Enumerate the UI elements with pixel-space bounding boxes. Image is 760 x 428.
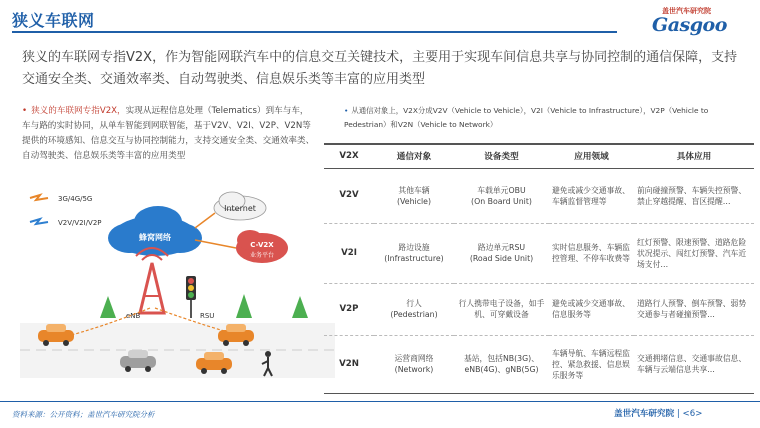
- field-cell: 实时信息服务、车辆监控管理、不停车收费等: [549, 223, 634, 283]
- object-en-text: (Network): [394, 365, 434, 374]
- rsu-traffic-light-icon: [186, 276, 196, 318]
- table-header-cell: 通信对象: [374, 144, 454, 168]
- left-bullet-paragraph: [22, 104, 317, 164]
- bullet-icon: •: [344, 106, 349, 115]
- legend-direct-icon: [30, 219, 48, 224]
- object-cell: [374, 223, 454, 283]
- enb-label: eNB: [126, 312, 141, 320]
- device-en-text: (On Board Unit): [471, 196, 532, 206]
- gasgoo-logo: [640, 6, 750, 38]
- title-underline: [12, 31, 617, 33]
- cv2x-sub-label: 业务平台: [249, 252, 275, 259]
- v2x-table: [324, 143, 754, 394]
- field-cell: 避免或减少交通事故、信息服务等: [549, 283, 634, 335]
- page-title: 狭义车联网: [12, 11, 95, 30]
- table-header-cell: 设备类型: [454, 144, 549, 168]
- device-text: 路边单元RSU: [477, 243, 526, 252]
- object-en-text: (Pedestrian): [390, 310, 438, 319]
- left-highlight-text: 狭义的车联网专指V2X，: [31, 106, 126, 116]
- bullet-icon: •: [22, 106, 28, 116]
- row-label: V2V: [324, 168, 374, 223]
- device-cell: 基站，包括NB(3G)、eNB(4G)、gNB(5G): [454, 335, 549, 393]
- footer-separator: |: [676, 409, 683, 419]
- table-row: [324, 283, 754, 335]
- device-cell: [454, 168, 549, 223]
- logo-en-text: Gasgoo: [652, 14, 727, 36]
- cellular-network-label: 蜂窝网络: [139, 233, 171, 242]
- source-note: 资料来源：公开资料；盖世汽车研究院分析: [12, 410, 155, 419]
- table-header-cell: 应用领域: [549, 144, 634, 168]
- device-cell: [454, 223, 549, 283]
- footer-org: 盖世汽车研究院: [614, 409, 675, 419]
- device-en-text: (Road Side Unit): [469, 254, 534, 263]
- table-header-cell: V2X: [324, 144, 374, 168]
- table-row: [324, 168, 754, 223]
- object-cell: [374, 335, 454, 393]
- v2x-illustration: [0, 178, 335, 398]
- cv2x-label: C-V2X: [250, 241, 274, 249]
- object-text: 运营商网络: [394, 354, 434, 363]
- v2x-classification-note: [344, 104, 744, 132]
- device-cell: 行人携带电子设备，如手机、可穿戴设备: [454, 283, 549, 335]
- left-body-text: 实现从远程信息处理（Telematics）到车与车，车与路的实时协同，从单车智能到网联智能，基于V2V、V2I、V2P、V2N等提供的环境感知、信息交互与协同控制能力，支持交通安全类、交通效率类、自动驾驶类、信息娱乐类等丰富的应用类型: [22, 106, 315, 161]
- device-text: 车载单元OBU: [477, 185, 526, 195]
- object-text: 其他车辆: [398, 185, 430, 195]
- apps-cell: 红灯预警、限速预警、道路危险状况提示、闯红灯预警、汽车近场支付…: [634, 223, 754, 283]
- table-header-row: [324, 144, 754, 168]
- object-en-text: (Vehicle): [397, 196, 431, 206]
- object-text: 行人: [406, 299, 422, 308]
- legend-cellular-icon: [30, 195, 48, 200]
- table-header-cell: 具体应用: [634, 144, 754, 168]
- footer-brand: [614, 407, 702, 419]
- apps-cell: 道路行人预警、倒车预警、弱势交通参与者碰撞预警…: [634, 283, 754, 335]
- row-label: V2P: [324, 283, 374, 335]
- logo-cn-text: 盖世汽车研究院: [662, 7, 711, 15]
- legend-direct-label: V2V/V2I/V2P: [58, 219, 102, 227]
- object-en-text: (Infrastructure): [384, 254, 444, 263]
- field-cell: 车辆导航、车辆远程监控、紧急救援、信息娱乐服务等: [549, 335, 634, 393]
- apps-cell: 交通拥堵信息、交通事故信息、车辆与云端信息共享…: [634, 335, 754, 393]
- field-cell: 避免或减少交通事故、车辆监督管理等: [549, 168, 634, 223]
- rsu-label: RSU: [200, 312, 215, 320]
- legend-cellular-label: 3G/4G/5G: [58, 195, 93, 203]
- footer-divider: [0, 401, 760, 402]
- row-label: V2N: [324, 335, 374, 393]
- table-row: [324, 335, 754, 393]
- object-cell: [374, 283, 454, 335]
- object-text: 路边设施: [398, 243, 430, 252]
- internet-label: Internet: [224, 204, 256, 213]
- enb-tower-icon: [136, 248, 168, 313]
- object-cell: [374, 168, 454, 223]
- intro-paragraph: 狭义的车联网专指V2X，作为智能网联汽车中的信息交互关键技术，主要用于实现车间信息共享与协同控制的通信保障，支持交通安全类、交通效率类、自动驾驶类、信息娱乐类等丰富的应用类型: [22, 50, 738, 87]
- apps-cell: 前向碰撞预警、车辆失控预警、禁止穿越提醒、盲区提醒…: [634, 168, 754, 223]
- row-label: V2I: [324, 223, 374, 283]
- link-cv2x: [195, 240, 236, 248]
- v2x-note-text: 从通信对象上，V2X分成V2V（Vehicle to Vehicle），V2I（Vehicle to Infrastructure），V2P（Vehicle to Pedestrian）和V2N（Vehicle to Network）: [344, 106, 709, 129]
- page-number: <6>: [682, 409, 703, 419]
- link-internet: [195, 213, 215, 228]
- table-row: [324, 223, 754, 283]
